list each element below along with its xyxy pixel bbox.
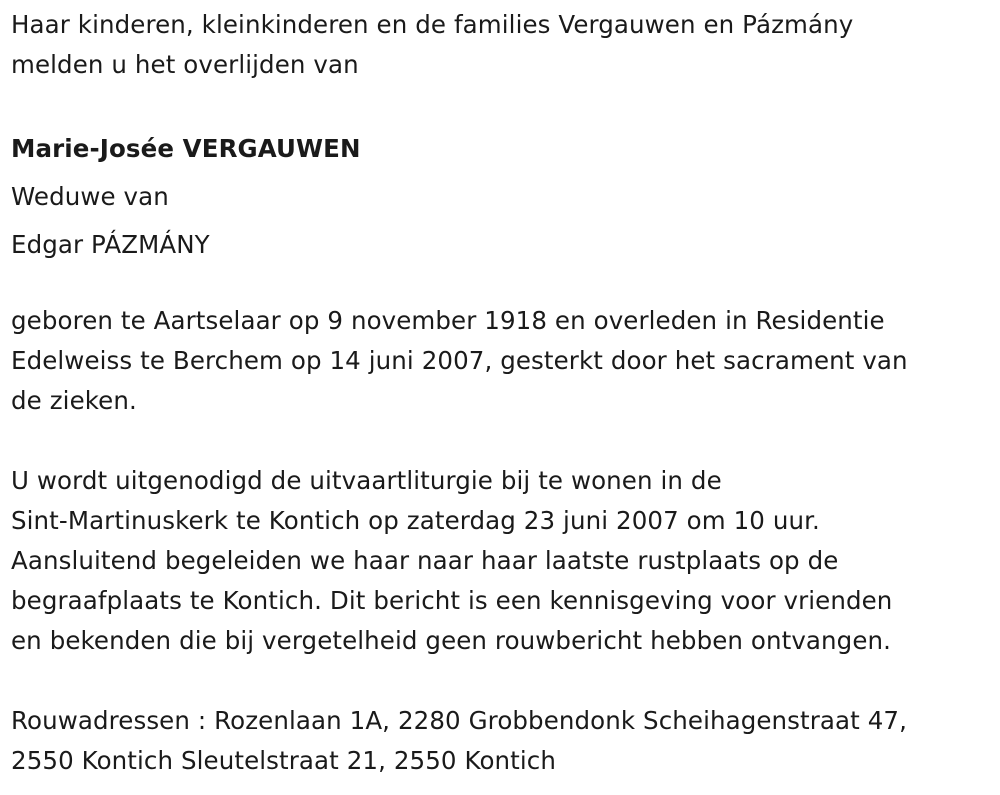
- deceased-block: [11, 125, 986, 269]
- paragraph-line: U wordt uitgenodigd de uitvaartliturgie bij te wonen in de: [11, 466, 722, 495]
- intro-line: Haar kinderen, kleinkinderen en de families Vergauwen en Pázmány: [11, 10, 854, 39]
- paragraph-line: Aansluitend begeleiden we haar naar haar laatste rustplaats op de: [11, 546, 839, 575]
- funeral-paragraph: [11, 461, 986, 661]
- paragraph-line: begraafplaats te Kontich. Dit bericht is een kennisgeving voor vrienden: [11, 586, 893, 615]
- spacer: [11, 421, 986, 461]
- birth-death-paragraph: [11, 301, 986, 421]
- paragraph-line: Sint-Martinuskerk te Kontich op zaterdag 23 juni 2007 om 10 uur.: [11, 506, 820, 535]
- spacer: [11, 85, 986, 125]
- spouse-name: Edgar PÁZMÁNY: [11, 230, 210, 259]
- paragraph-line: Rouwadressen : Rozenlaan 1A, 2280 Grobbendonk Scheihagenstraat 47,: [11, 706, 908, 735]
- intro-paragraph: [11, 5, 986, 85]
- paragraph-line: en bekenden die bij vergetelheid geen rouwbericht hebben ontvangen.: [11, 626, 892, 655]
- spacer: [11, 269, 986, 301]
- deceased-name: Marie-Josée VERGAUWEN: [11, 134, 361, 163]
- paragraph-line: de zieken.: [11, 386, 137, 415]
- paragraph-line: 2550 Kontich Sleutelstraat 21, 2550 Kontich: [11, 746, 556, 775]
- addresses-paragraph: [11, 701, 986, 781]
- paragraph-line: Edelweiss te Berchem op 14 juni 2007, gesterkt door het sacrament van: [11, 346, 908, 375]
- intro-line: melden u het overlijden van: [11, 50, 359, 79]
- paragraph-line: geboren te Aartselaar op 9 november 1918 en overleden in Residentie: [11, 306, 885, 335]
- spacer: [11, 661, 986, 701]
- death-notice: [11, 5, 986, 781]
- relation-label: Weduwe van: [11, 182, 169, 211]
